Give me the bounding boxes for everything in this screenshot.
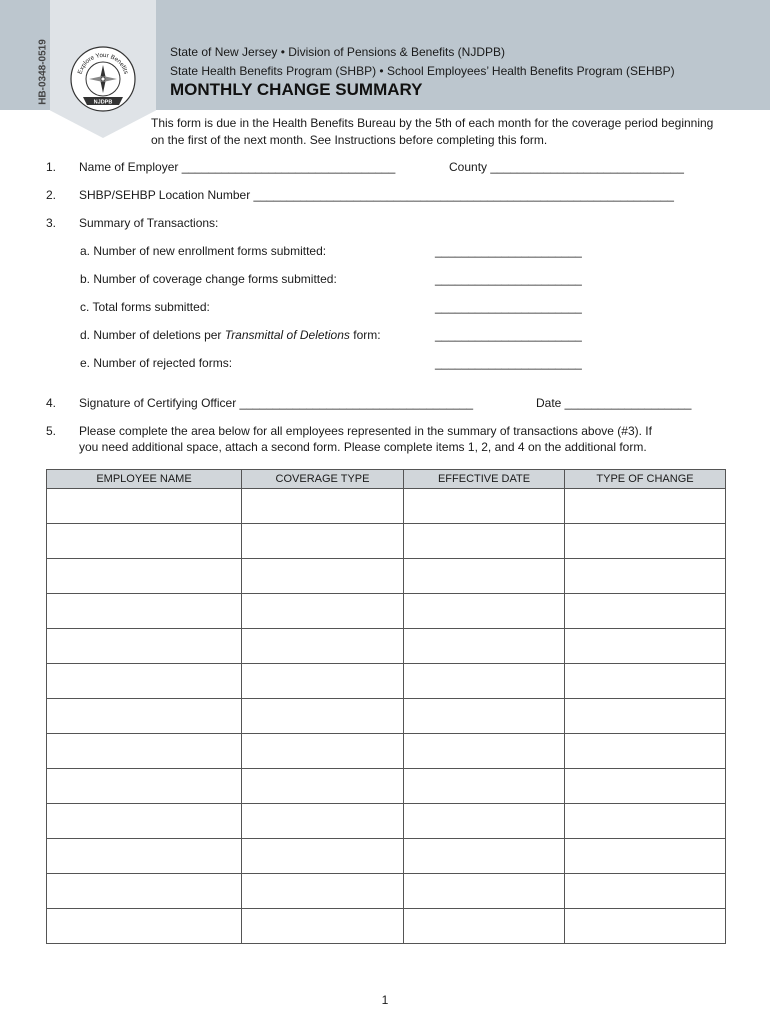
rejected-forms-label: e. Number of rejected forms: bbox=[80, 356, 233, 370]
type-of-change-cell[interactable] bbox=[565, 734, 726, 769]
employee-name-cell[interactable] bbox=[47, 559, 242, 594]
table-body bbox=[47, 489, 726, 944]
logo-text-top: Explore Your Benefits bbox=[76, 51, 130, 75]
table-row bbox=[47, 489, 726, 524]
effective-date-cell[interactable] bbox=[404, 524, 565, 559]
effective-date-cell[interactable] bbox=[404, 734, 565, 769]
item-5-line-1: Please complete the area below for all employees represented in the summary of transactions above (#3). If bbox=[79, 424, 652, 438]
summary-label: Summary of Transactions: bbox=[79, 216, 219, 230]
coverage-type-cell[interactable] bbox=[242, 664, 404, 699]
coverage-type-cell[interactable] bbox=[242, 559, 404, 594]
coverage-type-cell[interactable] bbox=[242, 804, 404, 839]
coverage-change-label: b. Number of coverage change forms submitted: bbox=[80, 272, 337, 286]
item-4-number: 4. bbox=[46, 396, 57, 410]
effective-date-cell[interactable] bbox=[404, 664, 565, 699]
county-field[interactable]: County _____________________________ bbox=[449, 160, 684, 174]
item-5-number: 5. bbox=[46, 424, 57, 438]
employee-name-cell[interactable] bbox=[47, 489, 242, 524]
effective-date-cell[interactable] bbox=[404, 839, 565, 874]
employee-table bbox=[46, 469, 726, 944]
type-of-change-cell[interactable] bbox=[565, 664, 726, 699]
signature-field[interactable]: Signature of Certifying Officer ___________________________________ bbox=[79, 396, 474, 410]
total-forms-field[interactable]: ______________________ bbox=[435, 300, 582, 314]
type-of-change-cell[interactable] bbox=[565, 769, 726, 804]
new-enrollment-label: a. Number of new enrollment forms submitted: bbox=[80, 244, 327, 258]
agency-line-1: State of New Jersey • Division of Pensions & Benefits (NJDPB) bbox=[170, 45, 505, 59]
coverage-type-cell[interactable] bbox=[242, 874, 404, 909]
type-of-change-cell[interactable] bbox=[565, 909, 726, 944]
coverage-change-field[interactable]: ______________________ bbox=[435, 272, 582, 286]
item-2-number: 2. bbox=[46, 188, 57, 202]
type-of-change-cell[interactable] bbox=[565, 489, 726, 524]
coverage-type-cell[interactable] bbox=[242, 909, 404, 944]
employee-name-cell[interactable] bbox=[47, 769, 242, 804]
col-coverage-type: COVERAGE TYPE bbox=[242, 470, 404, 489]
employee-name-cell[interactable] bbox=[47, 839, 242, 874]
table-row bbox=[47, 559, 726, 594]
type-of-change-cell[interactable] bbox=[565, 594, 726, 629]
logo-text-bottom: NJDPB bbox=[93, 99, 113, 106]
table-row bbox=[47, 839, 726, 874]
effective-date-cell[interactable] bbox=[404, 804, 565, 839]
type-of-change-cell[interactable] bbox=[565, 629, 726, 664]
item-3-number: 3. bbox=[46, 216, 57, 230]
page-number: 1 bbox=[381, 993, 389, 1007]
effective-date-cell[interactable] bbox=[404, 874, 565, 909]
item-1-number: 1. bbox=[46, 160, 57, 174]
agency-info bbox=[170, 43, 675, 81]
item-5-line-2: you need additional space, attach a second form. Please complete items 1, 2, and 4 on the additional form. bbox=[79, 440, 647, 454]
form-number: HB-0348-0519 bbox=[37, 39, 49, 105]
table-row bbox=[47, 524, 726, 559]
table-row bbox=[47, 734, 726, 769]
type-of-change-cell[interactable] bbox=[565, 559, 726, 594]
table-row bbox=[47, 769, 726, 804]
table-row bbox=[47, 594, 726, 629]
effective-date-cell[interactable] bbox=[404, 489, 565, 524]
table-row bbox=[47, 664, 726, 699]
type-of-change-cell[interactable] bbox=[565, 804, 726, 839]
coverage-type-cell[interactable] bbox=[242, 699, 404, 734]
employee-name-cell[interactable] bbox=[47, 629, 242, 664]
type-of-change-cell[interactable] bbox=[565, 839, 726, 874]
total-forms-label: c. Total forms submitted: bbox=[80, 300, 210, 314]
table-header-row bbox=[47, 470, 726, 489]
njdpb-logo bbox=[69, 45, 137, 113]
intro-text: This form is due in the Health Benefits Bureau by the 5th of each month for the coverage period beginning on the first of the next month. See Instructions before completing this form. bbox=[151, 116, 714, 147]
col-employee-name: EMPLOYEE NAME bbox=[47, 470, 242, 489]
employee-name-cell[interactable] bbox=[47, 699, 242, 734]
table-row bbox=[47, 804, 726, 839]
type-of-change-cell[interactable] bbox=[565, 524, 726, 559]
col-type-of-change: TYPE OF CHANGE bbox=[565, 470, 726, 489]
effective-date-cell[interactable] bbox=[404, 629, 565, 664]
location-number-field[interactable]: SHBP/SEHBP Location Number _______________________________________________________________ bbox=[79, 188, 674, 202]
employer-name-field[interactable]: Name of Employer ________________________________ bbox=[79, 160, 396, 174]
coverage-type-cell[interactable] bbox=[242, 594, 404, 629]
employee-name-cell[interactable] bbox=[47, 664, 242, 699]
type-of-change-cell[interactable] bbox=[565, 874, 726, 909]
date-field[interactable]: Date ___________________ bbox=[536, 396, 692, 410]
effective-date-cell[interactable] bbox=[404, 594, 565, 629]
rejected-forms-field[interactable]: ______________________ bbox=[435, 356, 582, 370]
deletions-label: d. Number of deletions per Transmittal of Deletions form: bbox=[80, 328, 381, 342]
coverage-type-cell[interactable] bbox=[242, 769, 404, 804]
effective-date-cell[interactable] bbox=[404, 699, 565, 734]
coverage-type-cell[interactable] bbox=[242, 524, 404, 559]
employee-name-cell[interactable] bbox=[47, 874, 242, 909]
table-row bbox=[47, 909, 726, 944]
coverage-type-cell[interactable] bbox=[242, 489, 404, 524]
effective-date-cell[interactable] bbox=[404, 769, 565, 804]
effective-date-cell[interactable] bbox=[404, 559, 565, 594]
employee-name-cell[interactable] bbox=[47, 594, 242, 629]
type-of-change-cell[interactable] bbox=[565, 699, 726, 734]
new-enrollment-field[interactable]: ______________________ bbox=[435, 244, 582, 258]
coverage-type-cell[interactable] bbox=[242, 734, 404, 769]
page-title: MONTHLY CHANGE SUMMARY bbox=[170, 80, 423, 99]
coverage-type-cell[interactable] bbox=[242, 629, 404, 664]
table-row bbox=[47, 874, 726, 909]
employee-name-cell[interactable] bbox=[47, 909, 242, 944]
agency-line-2: State Health Benefits Program (SHBP) • School Employees’ Health Benefits Program (SEHBP) bbox=[170, 64, 675, 78]
effective-date-cell[interactable] bbox=[404, 909, 565, 944]
table-row bbox=[47, 699, 726, 734]
employee-name-cell[interactable] bbox=[47, 524, 242, 559]
deletions-field[interactable]: ______________________ bbox=[435, 328, 582, 342]
employee-name-cell[interactable] bbox=[47, 804, 242, 839]
col-effective-date: EFFECTIVE DATE bbox=[404, 470, 565, 489]
table-row bbox=[47, 629, 726, 664]
employee-name-cell[interactable] bbox=[47, 734, 242, 769]
coverage-type-cell[interactable] bbox=[242, 839, 404, 874]
